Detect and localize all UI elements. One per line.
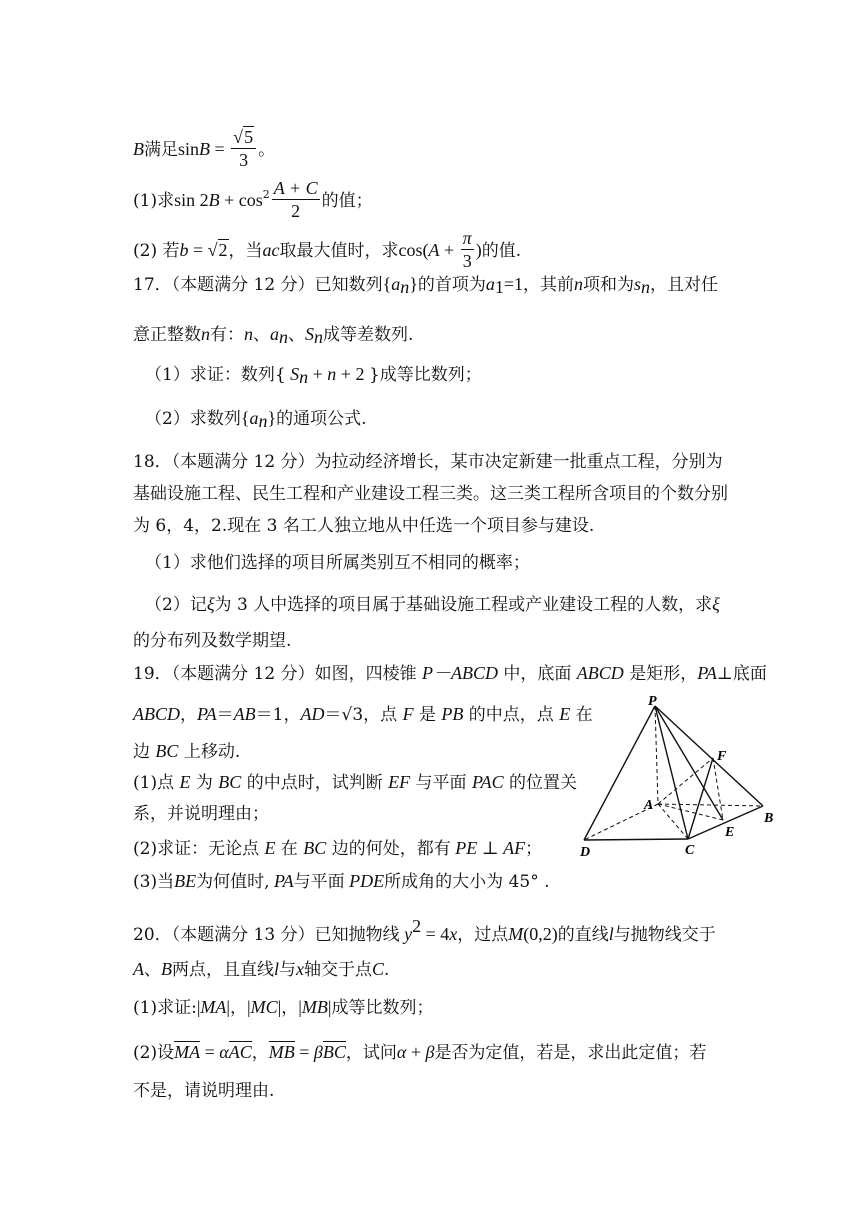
edge-af — [658, 758, 713, 804]
edge-ae — [658, 804, 723, 820]
pi-over-3: $\frac{\pi}{3}$ — [462, 228, 472, 271]
p18-line2: 基础设施工程、民生工程和产业建设工程三类。这三类工程所含项目的个数分别 — [133, 484, 728, 504]
label-e: E — [725, 825, 735, 840]
p17-item2: （2）求数列$\{a_n\}$的通项公式. — [145, 408, 367, 431]
p19-item1: (1)点 E 为 BC 的中点时，试判断 EF 与平面 PAC 的位置关 — [133, 772, 578, 793]
edge-dc — [584, 839, 688, 840]
label-p: P — [648, 694, 657, 709]
edge-pe — [655, 706, 723, 820]
p20-item2: (2)设MA = αAC，MB = βBC，试问α + β是否为定值，若是，求出此定值；若 — [133, 1042, 707, 1063]
p20-line1: 20．（本题满分 13 分）已知抛物线 $y^2 = 4x$，过点M(0,2)的直线l与抛物线交于 — [133, 916, 716, 945]
edge-ab — [658, 804, 763, 806]
label-d: D — [580, 845, 591, 860]
p18-line1: 18．（本题满分 12 分）为拉动经济增长，某市决定新建一批重点工程，分别为 — [133, 452, 723, 472]
label-a: A — [644, 798, 654, 813]
edge-pa — [655, 706, 658, 804]
edge-cf — [688, 758, 713, 839]
p16-item1: (1)求$\sin 2B + \cos^2$ $\frac{A + C}{2}$ 的值； — [133, 178, 373, 221]
p19-line1: 19．（本题满分 12 分）如图，四棱锥 P－ABCD 中，底面 ABCD 是矩形，PA⊥底面 — [133, 663, 767, 684]
pyramid-edges — [584, 706, 763, 840]
sqrt5-over-3: $\frac{√5}{3}$ — [231, 126, 256, 171]
p19-item3: (3)当BE为何值时, PA与平面 PDE所成角的大小为 45° . — [133, 871, 550, 892]
p17-item1: （1）求证：数列{ $S_n + n + 2$ }成等比数列； — [145, 364, 482, 387]
edge-pb — [655, 706, 763, 806]
label-c: C — [685, 843, 695, 858]
p18-line3: 为 6，4，2.现在 3 名工人独立地从中任选一个项目参与建设. — [133, 516, 595, 536]
label-f: F — [717, 749, 727, 764]
p16-item2: (2) 若b = √2，当ac取最大值时，求cos(A + $\frac{\pi}{3}$ )的值. — [133, 228, 522, 271]
p18-item1: （1）求他们选择的项目所属类别互不相同的概率； — [145, 553, 530, 573]
p16-condition-line: B满足sinB = $\frac{√5}{3}$ 。 — [133, 127, 276, 170]
p20-item1: (1)求证:|MA|，|MC|，|MB|成等比数列； — [133, 997, 434, 1018]
p20-line2: A、B两点，且直线l与x轴交于点C. — [133, 959, 390, 980]
p20-item2-cont: 不是，请说明理由. — [133, 1081, 275, 1101]
p19-line2: ABCD，PA＝AB＝1，AD＝√3，点 F 是 PB 的中点，点 E 在 — [133, 704, 593, 725]
p17-line1: 17．（本题满分 12 分）已知数列$\{a_n\}$的首项为$a_1=1$，其前n项和为$s_n$，且对任 — [133, 274, 719, 297]
label-b: B — [764, 811, 774, 826]
p18-line-last: 的分布列及数学期望. — [133, 631, 292, 651]
p17-line2: 意正整数n有：n、$a_n$、$S_n$成等差数列. — [133, 324, 414, 347]
p19-item2: (2)求证：无论点 E 在 BC 边的何处，都有 PE ⊥ AF； — [133, 838, 543, 859]
pyramid-hidden-edges — [584, 706, 763, 840]
p18-item2: （2）记ξ为 3 人中选择的项目属于基础设施工程或产业建设工程的人数，求ξ — [145, 594, 720, 615]
pyramid-figure — [578, 692, 778, 862]
p19-item1-cont: 系，并说明理由； — [133, 804, 269, 824]
edge-pc — [655, 706, 688, 839]
a-plus-c-over-2: $\frac{A + C}{2}$ — [273, 178, 318, 221]
edge-pd — [584, 706, 655, 840]
p19-line3: 边 BC 上移动. — [133, 741, 241, 762]
